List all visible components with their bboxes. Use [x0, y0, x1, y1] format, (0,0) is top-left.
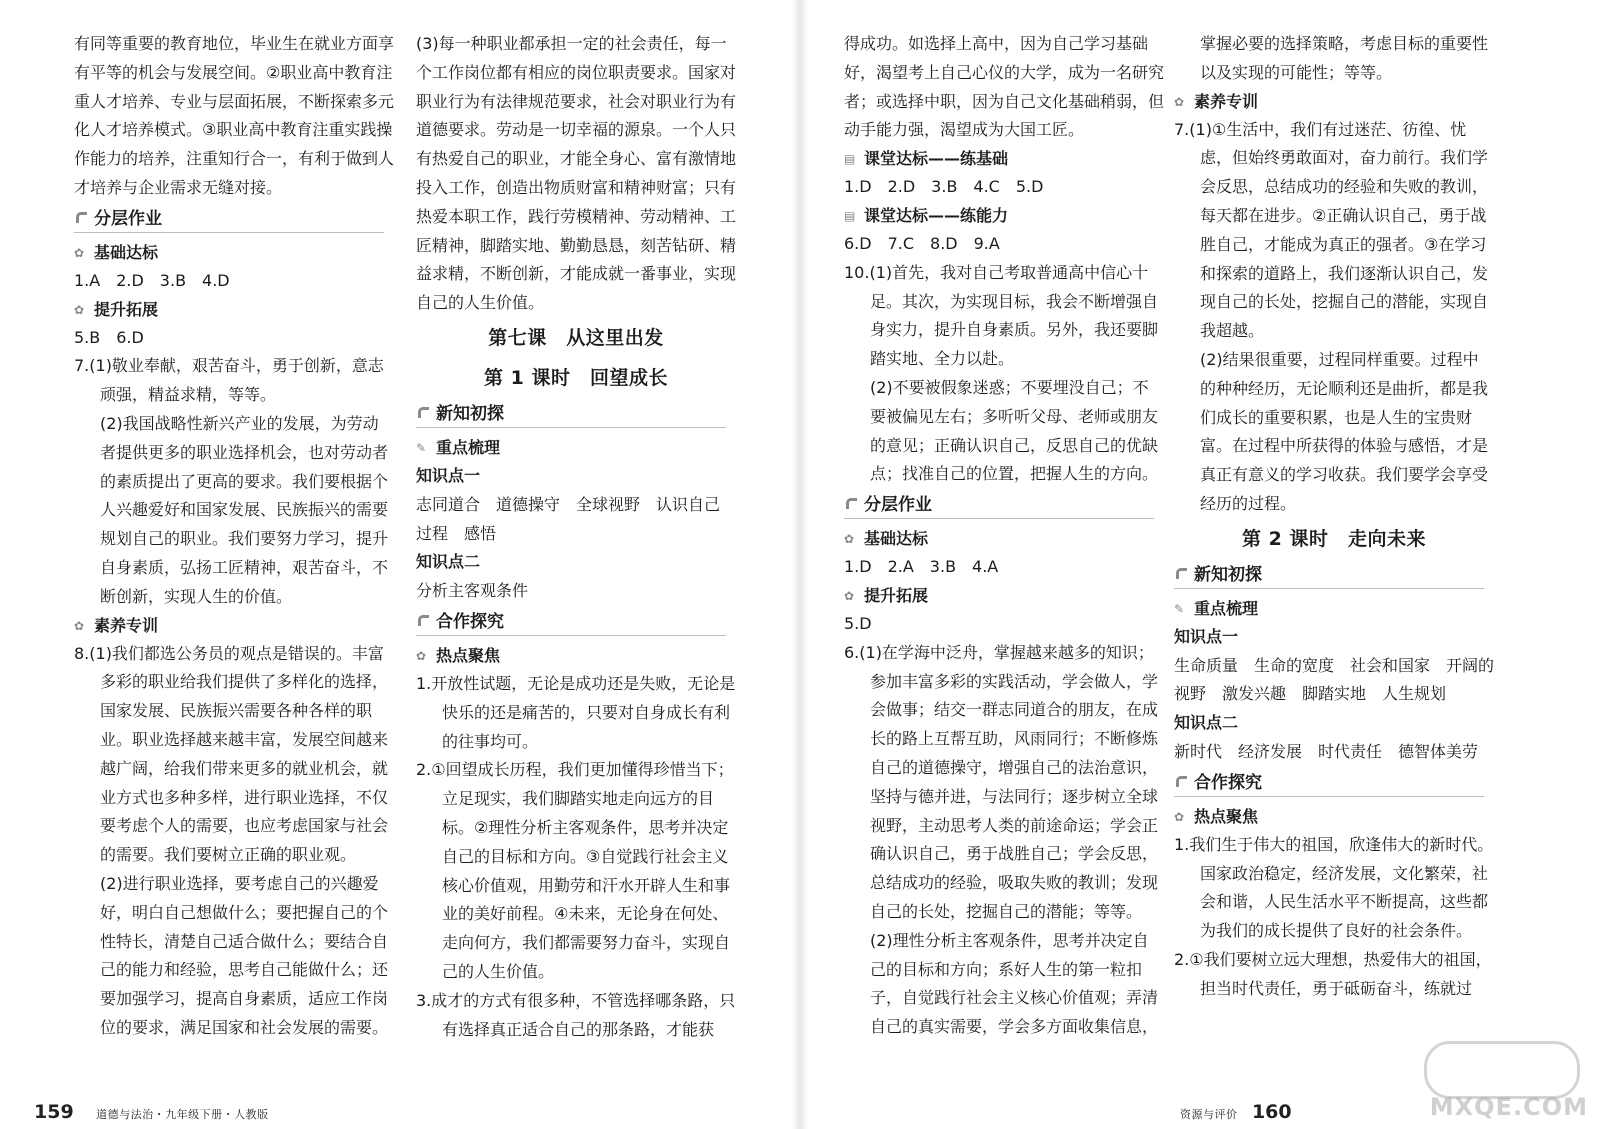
book-title: 资源与评价 [1180, 1108, 1238, 1121]
page-footer-left [34, 1101, 269, 1123]
section-header-new-knowledge: 新知初探 [416, 401, 726, 428]
bulb-icon: ✿ [74, 245, 85, 260]
hot-answer-3: 3.成才的方式有很多种，不管选择哪条路，只有选择真正适合自己的那条路，才能获 [416, 990, 736, 1039]
knowledge-point-2-items: 分析主客观条件 [416, 581, 529, 601]
hot-answer-2: 2.①我们要树立远大理想，热爱伟大的祖国，担当时代责任，勇于砥砺奋斗，练就过 [1174, 949, 1492, 998]
bulb-icon: ✿ [74, 302, 85, 317]
book-icon: ▤ [844, 208, 856, 223]
watermark-logo-icon [1424, 1041, 1580, 1099]
subheader-extend: ✿ 提升拓展 [74, 299, 159, 319]
extend-answers: 5.D [844, 613, 872, 633]
answer-q6-part2: (2)理性分析主客观条件，思考并决定自己的目标和方向；系好人生的第一粒扣子，自觉践行社会主义核心价值观；弄清自己的真实需要，学会多方面收集信息， [870, 930, 1159, 1037]
subheader-key-points: ✎ 重点梳理 [416, 437, 501, 457]
answer-q8-part1: 8.(1)我们都选公务员的观点是错误的。丰富多彩的职业给我们提供了多样化的选择，国家发展、民族振兴需要各种各样的职业。职业选择越来越丰富，发展空间越来越广阔，给我们带来更多的就业机会，就业方式也多种多样，进行职业选择，不仅要考虑个人的需要，也应考虑国家与社会的需要。我们要树立正确的职业观。 [74, 643, 389, 865]
continued-paragraph: 得成功。如选择上高中，因为自己学习基础好，渴望考上自己心仪的大学，成为一名研究者；或选择中职，因为自己文化基础稍弱，但动手能力强，渴望成为大国工匠。 [844, 34, 1165, 140]
page-number: 160 [1251, 1101, 1292, 1123]
subheader-literacy: ✿ 素养专训 [74, 615, 159, 635]
knowledge-point-2-label: 知识点二 [1174, 713, 1239, 733]
book-icon: ▤ [844, 152, 856, 167]
hot-answer-2: 2.①回望成长历程，我们更加懂得珍惜当下；立足现实，我们脚踏实地走向远方的目标。②理性分析主客观条件，思考并决定自己的目标和方向。③自觉践行社会主义核心价值观，用勤劳和汗水开辟人生和事业的美好前程。④未来，无论身在何处、走向何方，我们都需要努力奋斗，实现自己的人生价值。 [416, 760, 734, 981]
right-column-2 [1174, 30, 1494, 1004]
answer-q7-part2: (2)我国战略性新兴产业的发展，为劳动者提供更多的职业选择机会，也对劳动者的素质提出了更高的要求。我们要根据个人兴趣爱好和国家发展、民族振兴的需要规划自己的职业。我们要努力学习，提升自身素质，弘扬工匠精神，艰苦奋斗，不断创新，实现人生的价值。 [100, 413, 389, 606]
subheader-basic: ✿ 基础达标 [74, 242, 159, 262]
knowledge-point-2-label: 知识点二 [416, 552, 481, 572]
right-page [810, 0, 1600, 1129]
answer-q10-part1: 10.(1)首先，我对自己考取普通高中信心十足。其次，为实现目标，我会不断增强自身实力，提升自身素质。另外，我还要脚踏实地、全力以赴。 [844, 262, 1159, 369]
bulb-icon: ✿ [844, 532, 855, 547]
bulb-icon: ✿ [844, 588, 855, 603]
subheader-basic: ✿ 基础达标 [844, 529, 929, 549]
class-period-title: 第 1 课时 回望成长 [484, 366, 668, 389]
subheader-class-basic: ▤ 课堂达标——练基础 [844, 149, 1009, 169]
section-header-cooperative: 合作探究 [416, 609, 726, 636]
section-header-layered-homework: 分层作业 [74, 206, 384, 233]
subheader-key-points: ✎ 重点梳理 [1174, 598, 1259, 618]
class-period-title: 第 2 课时 走向未来 [1242, 527, 1426, 550]
hot-answer-1: 1.我们生于伟大的祖国，欣逢伟大的新时代。国家政治稳定，经济发展，文化繁荣，社会和谐，人民生活水平不断提高，这些都为我们的成长提供了良好的社会条件。 [1174, 834, 1494, 941]
pen-icon: ✎ [1174, 601, 1185, 616]
pen-icon: ✎ [416, 440, 427, 455]
subheader-class-ability: ▤ 课堂达标——练能力 [844, 205, 1009, 225]
answer-q7-part1: 7.(1)①生活中，我们有过迷茫、彷徨、忧虑，但始终勇敢面对，奋力前行。我们学会反思，总结成功的经验和失败的教训，每天都在进步。②正确认识自己，勇于战胜自己，才能成为真正的强者。③在学习和探索的道路上，我们逐渐认识自己，发现自己的长处，挖掘自己的潜能，实现自我超越。 [1174, 119, 1489, 341]
answer-q7-part2: (2)结果很重要，过程同样重要。过程中的种种经历，无论顺利还是曲折，都是我们成长的重要积累，也是人生的宝贵财富。在过程中所获得的体验与感悟，才是真正有意义的学习收获。我们要学会享受经历的过程。 [1200, 349, 1489, 513]
basic-answers: 1.D 2.A 3.B 4.A [844, 557, 999, 577]
subheader-hot-focus: ✿ 热点聚焦 [1174, 806, 1259, 826]
hot-answer-1: 1.开放性试题，无论是成功还是失败，无论是快乐的还是痛苦的，只要对自身成长有利的往事均可。 [416, 673, 736, 751]
answer-q8-part3: (3)每一种职业都承担一定的社会责任，每一个工作岗位都有相应的岗位职责要求。国家对职业行为有法律规范要求，社会对职业行为有道德要求。劳动是一切幸福的源泉。一个人只有热爱自己的职业，才能全身心、富有激情地投入工作，创造出物质财富和精神财富；只有热爱本职工作，践行劳模精神、劳动精神、工匠精神，脚踏实地、勤勤恳恳，刻苦钻研、精益求精，不断创新，才能成就一番事业，实现自己的人生价值。 [416, 34, 737, 313]
answer-q10-part2: (2)不要被假象迷惑；不要埋没自己；不要被偏见左右；多听听父母、老师或朋友的意见；正确认识自己，反思自己的优缺点；找准自己的位置，把握人生的方向。 [870, 377, 1159, 484]
section-header-layered-homework: 分层作业 [844, 492, 1154, 519]
class-ability-answers: 6.D 7.C 8.D 9.A [844, 233, 1000, 253]
left-page [0, 0, 790, 1129]
section-header-new-knowledge: 新知初探 [1174, 562, 1484, 589]
basic-answers: 1.A 2.D 3.B 4.D [74, 270, 230, 290]
continued-paragraph: 掌握必要的选择策略，考虑目标的重要性以及实现的可能性；等等。 [1200, 34, 1489, 82]
class-basic-answers: 1.D 2.D 3.B 4.C 5.D [844, 177, 1044, 197]
knowledge-point-2-items: 新时代 经济发展 时代责任 德智体美劳 [1174, 741, 1479, 761]
left-column-2 [416, 30, 736, 1044]
subheader-extend: ✿ 提升拓展 [844, 585, 929, 605]
answer-q7-part1: 7.(1)敬业奉献，艰苦奋斗，勇于创新，意志顽强，精益求精，等等。 [74, 356, 384, 405]
lesson-title: 第七课 从这里出发 [488, 326, 664, 349]
watermark [1408, 1041, 1588, 1121]
book-gutter [792, 0, 808, 1129]
flame-icon: ✿ [416, 648, 427, 663]
extend-answers: 5.B 6.D [74, 327, 144, 347]
intro-paragraph: 有同等重要的教育地位，毕业生在就业方面享有平等的机会与发展空间。②职业高中教育注重人才培养、专业与层面拓展，不断探索多元化人才培养模式。③职业高中教育注重实践操作能力的培养，注重知行合一，有利于做到人才培养与企业需求无缝对接。 [74, 34, 395, 197]
answer-q6-part1: 6.(1)在学海中泛舟，掌握越来越多的知识；参加丰富多彩的实践活动，学会做人，学会做事；结交一群志同道合的朋友，在成长的路上互帮互助，风雨同行；不断修炼自己的道德操守，增强自己的法治意识，坚持与德并进，与法同行；逐步树立全球视野，主动思考人类的前途命运；学会正确认识自己，勇于战胜自己；学会反思，总结成功的经验，吸取失败的教训；发现自己的长处，挖掘自己的潜能；等等。 [844, 642, 1159, 921]
star-icon: ✿ [74, 618, 85, 633]
knowledge-point-1-items: 生命质量 生命的宽度 社会和国家 开阔的视野 激发兴趣 脚踏实地 人生规划 [1174, 655, 1495, 704]
page-number: 159 [34, 1101, 74, 1123]
knowledge-point-1-label: 知识点一 [1174, 626, 1239, 646]
left-column-1 [74, 30, 394, 1043]
star-icon: ✿ [1174, 94, 1185, 109]
right-column-1 [844, 30, 1164, 1042]
subheader-hot-focus: ✿ 热点聚焦 [416, 645, 501, 665]
page-footer-right [1180, 1101, 1310, 1123]
subheader-literacy: ✿ 素养专训 [1174, 91, 1259, 111]
watermark-text: MXQE.COM [1429, 1093, 1588, 1121]
knowledge-point-1-label: 知识点一 [416, 465, 481, 485]
section-header-cooperative: 合作探究 [1174, 770, 1484, 797]
answer-q8-part2: (2)进行职业选择，要考虑自己的兴趣爱好，明白自己想做什么；要把握自己的个性特长，清楚自己适合做什么；要结合自己的能力和经验，思考自己能做什么；还要加强学习，提高自身素质，适应工作岗位的要求，满足国家和社会发展的需要。 [100, 873, 389, 1037]
knowledge-point-1-items: 志同道合 道德操守 全球视野 认识自己 过程 感悟 [416, 494, 737, 543]
book-title: 道德与法治・九年级下册・人教版 [96, 1108, 269, 1121]
flame-icon: ✿ [1174, 809, 1185, 824]
